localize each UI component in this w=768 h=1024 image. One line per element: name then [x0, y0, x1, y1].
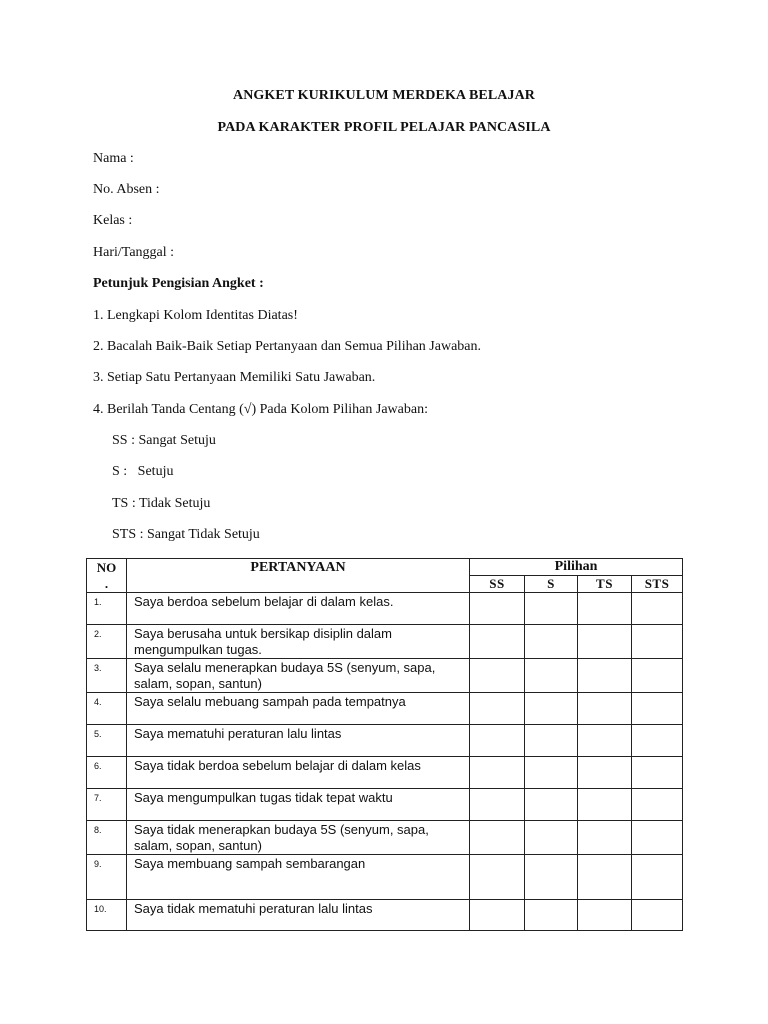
answer-cell-sts[interactable]: [632, 900, 683, 931]
answer-cell-sts[interactable]: [632, 725, 683, 757]
answer-cell-s[interactable]: [525, 757, 578, 789]
document-subtitle: PADA KARAKTER PROFIL PELAJAR PANCASILA: [217, 120, 551, 135]
answer-cell-ss[interactable]: [470, 593, 525, 625]
survey-table: [86, 558, 683, 931]
instructions-heading: Petunjuk Pengisian Angket :: [93, 276, 264, 291]
answer-cell-ss[interactable]: [470, 821, 525, 855]
answer-cell-sts[interactable]: [632, 659, 683, 693]
document-title: ANGKET KURIKULUM MERDEKA BELAJAR: [232, 88, 536, 103]
answer-cell-ts[interactable]: [578, 625, 632, 659]
row-question: Saya berdoa sebelum belajar di dalam kelas.: [127, 593, 470, 625]
table-row: [87, 900, 683, 931]
answer-cell-ts[interactable]: [578, 900, 632, 931]
row-question: Saya selalu mebuang sampah pada tempatnya: [127, 693, 470, 725]
answer-cell-ts[interactable]: [578, 821, 632, 855]
answer-cell-s[interactable]: [525, 855, 578, 900]
answer-cell-ts[interactable]: [578, 855, 632, 900]
row-number: 9.: [87, 855, 127, 900]
answer-cell-s[interactable]: [525, 659, 578, 693]
row-question: Saya selalu menerapkan budaya 5S (senyum, sapa, salam, sopan, santun): [127, 659, 470, 693]
row-question: Saya tidak berdoa sebelum belajar di dalam kelas: [127, 757, 470, 789]
table-row: [87, 625, 683, 659]
row-number: 1.: [87, 593, 127, 625]
answer-cell-s[interactable]: [525, 625, 578, 659]
answer-cell-s[interactable]: [525, 725, 578, 757]
answer-cell-s[interactable]: [525, 693, 578, 725]
row-number: 6.: [87, 757, 127, 789]
table-row: [87, 757, 683, 789]
answer-cell-sts[interactable]: [632, 593, 683, 625]
answer-cell-ss[interactable]: [470, 900, 525, 931]
row-number: 4.: [87, 693, 127, 725]
table-row: [87, 789, 683, 821]
answer-cell-ts[interactable]: [578, 693, 632, 725]
table-row: [87, 693, 683, 725]
answer-cell-ss[interactable]: [470, 725, 525, 757]
row-question: Saya membuang sampah sembarangan: [127, 855, 470, 900]
table-row: [87, 725, 683, 757]
answer-cell-ts[interactable]: [578, 725, 632, 757]
legend-s: S : Setuju: [112, 464, 174, 479]
answer-cell-s[interactable]: [525, 900, 578, 931]
header-option-ss: SS: [470, 576, 525, 593]
answer-cell-ts[interactable]: [578, 789, 632, 821]
instruction-step-3: 3. Setiap Satu Pertanyaan Memiliki Satu Jawaban.: [93, 370, 376, 385]
field-hari-tanggal: Hari/Tanggal :: [93, 245, 175, 260]
answer-cell-sts[interactable]: [632, 625, 683, 659]
row-question: Saya mengumpulkan tugas tidak tepat waktu: [127, 789, 470, 821]
header-no: NO .: [87, 559, 127, 593]
answer-cell-sts[interactable]: [632, 821, 683, 855]
answer-cell-ss[interactable]: [470, 693, 525, 725]
answer-cell-ss[interactable]: [470, 625, 525, 659]
header-option-ts: TS: [578, 576, 632, 593]
answer-cell-sts[interactable]: [632, 789, 683, 821]
header-option-sts: STS: [632, 576, 683, 593]
header-pilihan: Pilihan: [470, 559, 683, 576]
instruction-step-2: 2. Bacalah Baik-Baik Setiap Pertanyaan dan Semua Pilihan Jawaban.: [93, 339, 482, 354]
row-question: Saya berusaha untuk bersikap disiplin dalam mengumpulkan tugas.: [127, 625, 470, 659]
answer-cell-sts[interactable]: [632, 855, 683, 900]
answer-cell-ss[interactable]: [470, 855, 525, 900]
legend-sts: STS : Sangat Tidak Setuju: [112, 527, 260, 542]
legend-ss: SS : Sangat Setuju: [112, 433, 216, 448]
row-number: 7.: [87, 789, 127, 821]
row-question: Saya mematuhi peraturan lalu lintas: [127, 725, 470, 757]
header-option-s: S: [525, 576, 578, 593]
table-row: [87, 593, 683, 625]
legend-ts: TS : Tidak Setuju: [112, 496, 211, 511]
instruction-step-4: 4. Berilah Tanda Centang (√) Pada Kolom Pilihan Jawaban:: [93, 402, 428, 417]
answer-cell-ts[interactable]: [578, 757, 632, 789]
row-number: 5.: [87, 725, 127, 757]
answer-cell-ss[interactable]: [470, 659, 525, 693]
row-number: 10.: [87, 900, 127, 931]
field-nama: Nama :: [93, 151, 134, 166]
field-kelas: Kelas :: [93, 213, 133, 228]
row-number: 3.: [87, 659, 127, 693]
table-row: [87, 855, 683, 900]
row-question: Saya tidak mematuhi peraturan lalu lintas: [127, 900, 470, 931]
answer-cell-s[interactable]: [525, 821, 578, 855]
answer-cell-ts[interactable]: [578, 659, 632, 693]
answer-cell-ts[interactable]: [578, 593, 632, 625]
row-number: 2.: [87, 625, 127, 659]
header-pertanyaan: PERTANYAAN: [127, 559, 470, 593]
answer-cell-ss[interactable]: [470, 757, 525, 789]
answer-cell-s[interactable]: [525, 593, 578, 625]
row-question: Saya tidak menerapkan budaya 5S (senyum, sapa, salam, sopan, santun): [127, 821, 470, 855]
instruction-step-1: 1. Lengkapi Kolom Identitas Diatas!: [93, 308, 298, 323]
table-row: [87, 659, 683, 693]
answer-cell-ss[interactable]: [470, 789, 525, 821]
answer-cell-sts[interactable]: [632, 757, 683, 789]
row-number: 8.: [87, 821, 127, 855]
answer-cell-s[interactable]: [525, 789, 578, 821]
table-row: [87, 821, 683, 855]
answer-cell-sts[interactable]: [632, 693, 683, 725]
field-no-absen: No. Absen :: [93, 182, 160, 197]
